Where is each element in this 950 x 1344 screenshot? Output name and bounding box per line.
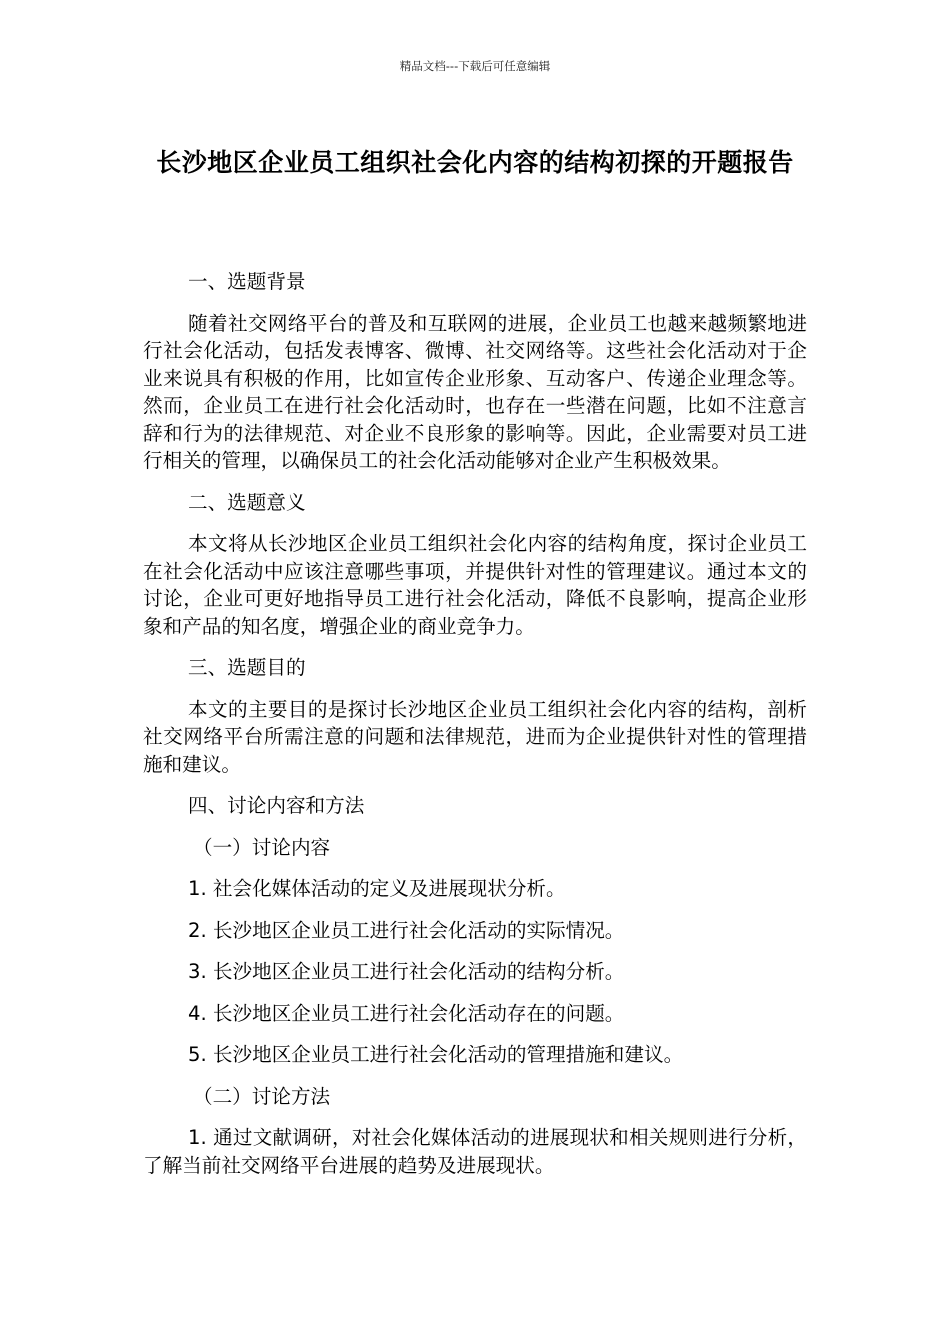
document-title: 长沙地区企业员工组织社会化内容的结构初探的开题报告	[156, 148, 794, 177]
section-paragraph-significance: 本文将从长沙地区企业员工组织社会化内容的结构角度，探讨企业员工在社会化活动中应该注意哪些事项，并提供针对性的管理建议。通过本文的讨论，企业可更好地指导员工进行社会化活动，降低不良影响，提高企业形象和产品的知名度，增强企业的商业竞争力。	[143, 532, 807, 638]
section-heading-purpose: 三、选题目的	[188, 656, 306, 679]
list-item: 4. 长沙地区企业员工进行社会化活动存在的问题。	[188, 1001, 625, 1025]
section-paragraph-background: 随着社交网络平台的普及和互联网的进展，企业员工也越来越频繁地进行社会化活动，包括发表博客、微博、社交网络等。这些社会化活动对于企业来说具有积极的作用，比如宣传企业形象、互动客户、传递企业理念等。然而，企业员工在进行社会化活动时，也存在一些潜在问题，比如不注意言辞和行为的法律规范、对企业不良形象的影响等。因此，企业需要对员工进行相关的管理，以确保员工的社会化活动能够对企业产生积极效果。	[143, 311, 807, 472]
list-item: 5. 长沙地区企业员工进行社会化活动的管理措施和建议。	[188, 1043, 684, 1066]
list-item: 1. 社会化媒体活动的定义及进展现状分析。	[188, 877, 566, 900]
list-item: 1. 通过文献调研，对社会化媒体活动的进展现状和相关规则进行分析，了解当前社交网络平台进展的趋势及进展现状。	[143, 1126, 807, 1177]
section-heading-background: 一、选题背景	[188, 270, 306, 293]
header-note: 精品文档---下载后可任意编辑	[399, 59, 551, 73]
subsection-heading-content: （一）讨论内容	[193, 835, 331, 859]
subsection-heading-methods: （二）讨论方法	[193, 1084, 331, 1108]
document-body	[143, 268, 807, 1193]
list-item: 3. 长沙地区企业员工进行社会化活动的结构分析。	[188, 960, 625, 983]
section-heading-content-methods: 四、讨论内容和方法	[188, 794, 365, 817]
list-item: 2. 长沙地区企业员工进行社会化活动的实际情况。	[188, 918, 625, 942]
section-heading-significance: 二、选题意义	[188, 490, 306, 514]
section-paragraph-purpose: 本文的主要目的是探讨长沙地区企业员工组织社会化内容的结构，剖析社交网络平台所需注意的问题和法律规范，进而为企业提供针对性的管理措施和建议。	[143, 697, 807, 776]
